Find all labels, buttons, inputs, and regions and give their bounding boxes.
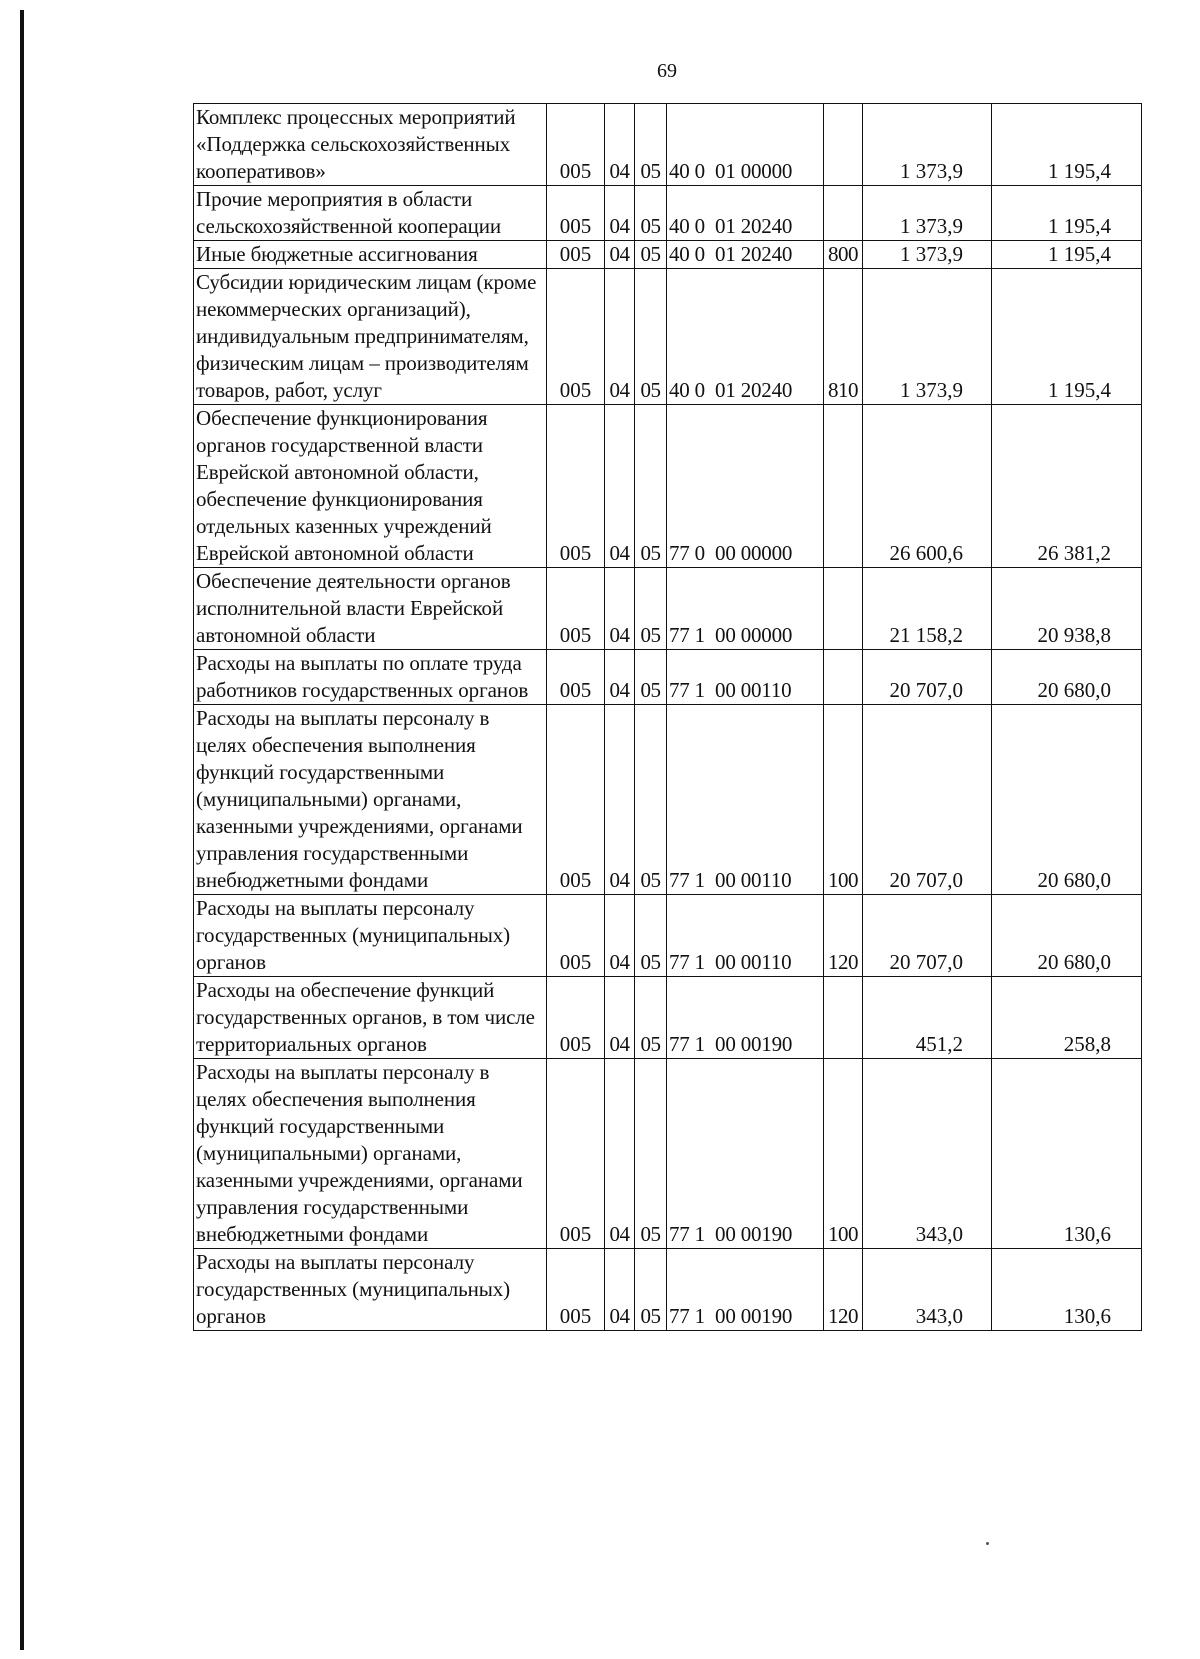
- amount-1-cell: 1 373,9: [863, 186, 992, 241]
- section-code-cell: 04: [605, 186, 635, 241]
- expense-type-cell: [824, 650, 863, 705]
- amount-1-cell: 451,2: [863, 977, 992, 1059]
- amount-2-cell: 130,6: [992, 1249, 1142, 1331]
- expense-name-cell: Расходы на обеспечение функций государственных органов, в том числе территориальных органов: [194, 977, 547, 1059]
- amount-1-cell: 1 373,9: [863, 104, 992, 186]
- expense-name-cell: Расходы на выплаты персоналу в целях обеспечения выполнения функций государственными (муниципальными) органами, казенными учреждениями, органами управления государственными внебюджетными фондами: [194, 1059, 547, 1249]
- table-row: [194, 977, 1142, 1059]
- expense-name-cell: Расходы на выплаты персоналу в целях обеспечения выполнения функций государственными (муниципальными) органами, казенными учреждениями, органами управления государственными внебюджетными фондами: [194, 705, 547, 895]
- expense-type-cell: 100: [824, 1059, 863, 1249]
- amount-2-cell: 1 195,4: [992, 269, 1142, 405]
- expense-type-cell: [824, 405, 863, 568]
- target-article-cell: 77 1 00 00190: [667, 977, 824, 1059]
- section-code-cell: 04: [605, 568, 635, 650]
- target-article-cell: 77 1 00 00190: [667, 1059, 824, 1249]
- expense-name-cell: Расходы на выплаты персоналу государственных (муниципальных) органов: [194, 895, 547, 977]
- amount-1-cell: 343,0: [863, 1059, 992, 1249]
- target-article-cell: 77 0 00 00000: [667, 405, 824, 568]
- expense-name-cell: Обеспечение деятельности органов исполнительной власти Еврейской автономной области: [194, 568, 547, 650]
- table-row: [194, 568, 1142, 650]
- amount-2-cell: 20 680,0: [992, 705, 1142, 895]
- subsection-code-cell: 05: [635, 186, 667, 241]
- section-code-cell: 04: [605, 241, 635, 269]
- amount-1-cell: 26 600,6: [863, 405, 992, 568]
- table-row: [194, 650, 1142, 705]
- ministry-code-cell: 005: [547, 895, 605, 977]
- ministry-code-cell: 005: [547, 186, 605, 241]
- table-body: [194, 104, 1142, 1331]
- section-code-cell: 04: [605, 1059, 635, 1249]
- table-row: [194, 269, 1142, 405]
- expense-type-cell: 800: [824, 241, 863, 269]
- subsection-code-cell: 05: [635, 977, 667, 1059]
- binding-edge-line: [20, 10, 24, 1650]
- subsection-code-cell: 05: [635, 650, 667, 705]
- ministry-code-cell: 005: [547, 241, 605, 269]
- expense-type-cell: 120: [824, 1249, 863, 1331]
- amount-2-cell: 130,6: [992, 1059, 1142, 1249]
- ministry-code-cell: 005: [547, 705, 605, 895]
- subsection-code-cell: 05: [635, 269, 667, 405]
- ministry-code-cell: 005: [547, 1059, 605, 1249]
- amount-2-cell: 1 195,4: [992, 241, 1142, 269]
- section-code-cell: 04: [605, 405, 635, 568]
- expense-name-cell: Комплекс процессных мероприятий «Поддержка сельскохозяйственных кооперативов»: [194, 104, 547, 186]
- section-code-cell: 04: [605, 269, 635, 405]
- budget-table: [193, 103, 1142, 1331]
- amount-2-cell: 20 680,0: [992, 650, 1142, 705]
- subsection-code-cell: 05: [635, 1059, 667, 1249]
- amount-2-cell: 258,8: [992, 977, 1142, 1059]
- target-article-cell: 77 1 00 00190: [667, 1249, 824, 1331]
- ministry-code-cell: 005: [547, 405, 605, 568]
- table-row: [194, 1249, 1142, 1331]
- subsection-code-cell: 05: [635, 405, 667, 568]
- ministry-code-cell: 005: [547, 568, 605, 650]
- section-code-cell: 04: [605, 977, 635, 1059]
- expense-name-cell: Расходы на выплаты по оплате труда работников государственных органов: [194, 650, 547, 705]
- subsection-code-cell: 05: [635, 895, 667, 977]
- amount-2-cell: 20 680,0: [992, 895, 1142, 977]
- amount-1-cell: 1 373,9: [863, 241, 992, 269]
- expense-name-cell: Иные бюджетные ассигнования: [194, 241, 547, 269]
- table-row: [194, 1059, 1142, 1249]
- table-row: [194, 895, 1142, 977]
- table-row: [194, 104, 1142, 186]
- amount-1-cell: 1 373,9: [863, 269, 992, 405]
- expense-type-cell: 810: [824, 269, 863, 405]
- amount-1-cell: 20 707,0: [863, 895, 992, 977]
- target-article-cell: 77 1 00 00000: [667, 568, 824, 650]
- subsection-code-cell: 05: [635, 1249, 667, 1331]
- section-code-cell: 04: [605, 1249, 635, 1331]
- section-code-cell: 04: [605, 705, 635, 895]
- subsection-code-cell: 05: [635, 104, 667, 186]
- expense-name-cell: Субсидии юридическим лицам (кроме некоммерческих организаций), индивидуальным предпринимателям, физическим лицам – производителям товаров, работ, услуг: [194, 269, 547, 405]
- subsection-code-cell: 05: [635, 241, 667, 269]
- amount-1-cell: 20 707,0: [863, 650, 992, 705]
- table-row: [194, 186, 1142, 241]
- target-article-cell: 40 0 01 00000: [667, 104, 824, 186]
- subsection-code-cell: 05: [635, 568, 667, 650]
- amount-2-cell: 1 195,4: [992, 104, 1142, 186]
- ministry-code-cell: 005: [547, 269, 605, 405]
- expense-type-cell: [824, 568, 863, 650]
- table-row: [194, 405, 1142, 568]
- ministry-code-cell: 005: [547, 104, 605, 186]
- ministry-code-cell: 005: [547, 1249, 605, 1331]
- amount-1-cell: 21 158,2: [863, 568, 992, 650]
- amount-2-cell: 26 381,2: [992, 405, 1142, 568]
- table-row: [194, 705, 1142, 895]
- section-code-cell: 04: [605, 895, 635, 977]
- amount-2-cell: 20 938,8: [992, 568, 1142, 650]
- ministry-code-cell: 005: [547, 977, 605, 1059]
- scan-speck: [986, 1542, 989, 1545]
- expense-type-cell: [824, 104, 863, 186]
- target-article-cell: 40 0 01 20240: [667, 269, 824, 405]
- target-article-cell: 77 1 00 00110: [667, 650, 824, 705]
- expense-type-cell: [824, 977, 863, 1059]
- table-row: [194, 241, 1142, 269]
- amount-2-cell: 1 195,4: [992, 186, 1142, 241]
- section-code-cell: 04: [605, 104, 635, 186]
- target-article-cell: 77 1 00 00110: [667, 895, 824, 977]
- amount-1-cell: 20 707,0: [863, 705, 992, 895]
- target-article-cell: 40 0 01 20240: [667, 241, 824, 269]
- target-article-cell: 77 1 00 00110: [667, 705, 824, 895]
- amount-1-cell: 343,0: [863, 1249, 992, 1331]
- target-article-cell: 40 0 01 20240: [667, 186, 824, 241]
- subsection-code-cell: 05: [635, 705, 667, 895]
- section-code-cell: 04: [605, 650, 635, 705]
- expense-name-cell: Прочие мероприятия в области сельскохозяйственной кооперации: [194, 186, 547, 241]
- ministry-code-cell: 005: [547, 650, 605, 705]
- expense-type-cell: [824, 186, 863, 241]
- expense-name-cell: Расходы на выплаты персоналу государственных (муниципальных) органов: [194, 1249, 547, 1331]
- expense-name-cell: Обеспечение функционирования органов государственной власти Еврейской автономной области, обеспечение функционирования отдельных казенных учреждений Еврейской автономной области: [194, 405, 547, 568]
- expense-type-cell: 120: [824, 895, 863, 977]
- expense-type-cell: 100: [824, 705, 863, 895]
- page-number: 69: [657, 60, 677, 82]
